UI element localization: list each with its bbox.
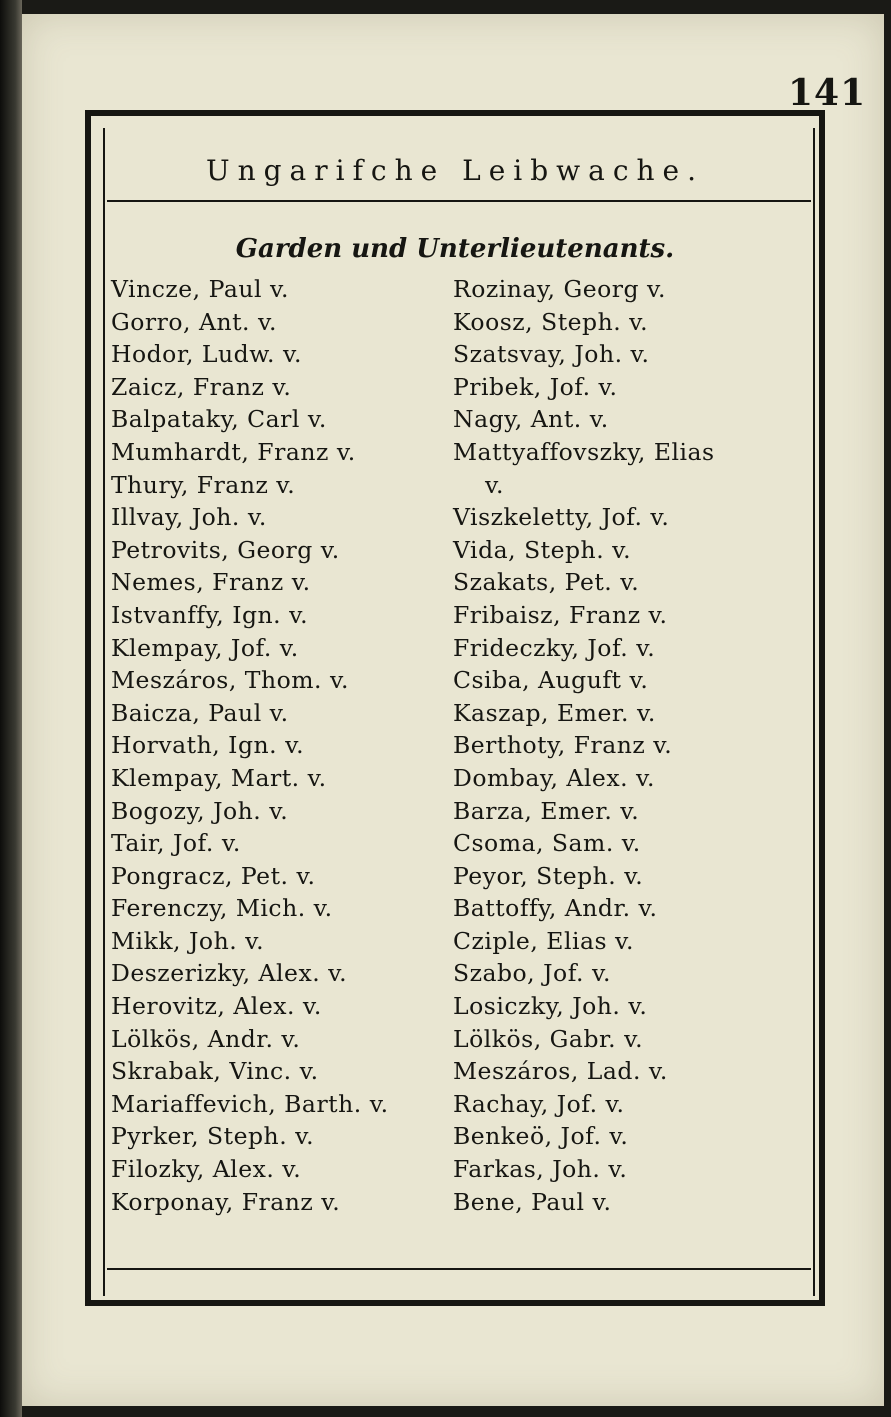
list-item-continuation: v. [485,470,504,499]
list-item: Fribaisz, Franz v. [453,600,668,629]
bordered-frame [85,110,825,1306]
list-item: Szakats, Pet. v. [453,568,640,597]
list-item: Benkeö, Jof. v. [453,1122,629,1151]
list-item: Petrovits, Georg v. [111,535,340,564]
list-item: Mumhardt, Franz v. [111,437,356,466]
list-item: Filozky, Alex. v. [111,1155,302,1184]
list-item: Ferenczy, Mich. v. [111,894,333,923]
list-item: Nagy, Ant. v. [453,405,609,434]
list-item: Losiczky, Joh. v. [453,992,648,1021]
list-item: Deszerizky, Alex. v. [111,959,348,988]
list-item: Pyrker, Steph. v. [111,1122,315,1151]
footer-rule [107,1268,811,1270]
list-item: Vincze, Paul v. [111,275,289,303]
list-item: Mariaffevich, Barth. v. [111,1089,389,1118]
page-number: 141 [788,72,867,114]
list-item: Rozinay, Georg v. [453,275,667,303]
list-item: Pongracz, Pet. v. [111,861,316,890]
list-item: Balpataky, Carl v. [111,405,327,434]
list-item: Rachay, Jof. v. [453,1089,625,1118]
list-item: Peyor, Steph. v. [453,861,644,890]
list-item: Csiba, Auguft v. [453,666,649,695]
list-item: Bene, Paul v. [453,1187,612,1216]
list-item: Korponay, Franz v. [111,1187,341,1216]
list-item: Hodor, Ludw. v. [111,340,302,369]
list-item: Klempay, Mart. v. [111,763,327,792]
left-name-column [111,273,451,1218]
list-item: Berthoty, Franz v. [453,731,673,760]
list-item: Illvay, Joh. v. [111,503,267,532]
list-item: Bogozy, Joh. v. [111,796,289,825]
list-item: Thury, Franz v. [111,470,296,499]
list-item: Nemes, Franz v. [111,568,311,597]
list-item: Farkas, Joh. v. [453,1155,628,1184]
list-item: Istvanffy, Ign. v. [111,600,309,629]
list-item: Battoffy, Andr. v. [453,894,658,923]
list-item: Zaicz, Franz v. [111,372,292,401]
list-item: Horvath, Ign. v. [111,731,305,760]
list-item: Tair, Jof. v. [111,829,241,858]
book-spine [0,0,22,1417]
list-item: Pribek, Jof. v. [453,372,618,401]
list-item: Herovitz, Alex. v. [111,992,322,1021]
book-page [22,14,884,1406]
list-item: Frideczky, Jof. v. [453,633,656,662]
list-item: Koosz, Steph. v. [453,307,649,336]
list-item: Klempay, Jof. v. [111,633,299,662]
list-item: Vida, Steph. v. [453,535,632,564]
list-item: Kaszap, Emer. v. [453,698,656,727]
list-item: Baicza, Paul v. [111,698,289,727]
list-item: Gorro, Ant. v. [111,307,277,336]
list-item: Viszkeletty, Jof. v. [453,503,670,532]
list-item: Mattyaffovszky, Elias [453,437,715,466]
list-item: Szabo, Jof. v. [453,959,611,988]
page-heading: Ungarifche Leibwache. [205,154,705,187]
list-item: Lölkös, Gabr. v. [453,1024,644,1053]
list-item: Meszáros, Thom. v. [111,666,349,695]
list-item: Cziple, Elias v. [453,926,634,955]
list-item: Barza, Emer. v. [453,796,640,825]
list-item: Szatsvay, Joh. v. [453,340,650,369]
heading-rule [107,200,811,202]
list-item: Meszáros, Lad. v. [453,1057,668,1086]
right-name-column [453,273,823,1218]
list-item: Csoma, Sam. v. [453,829,641,858]
list-item: Skrabak, Vinc. v. [111,1057,319,1086]
section-heading: Garden und Unterlieutenants. [235,234,675,264]
list-item: Dombay, Alex. v. [453,763,655,792]
list-item: Lölkös, Andr. v. [111,1024,301,1053]
list-item: Mikk, Joh. v. [111,926,265,955]
